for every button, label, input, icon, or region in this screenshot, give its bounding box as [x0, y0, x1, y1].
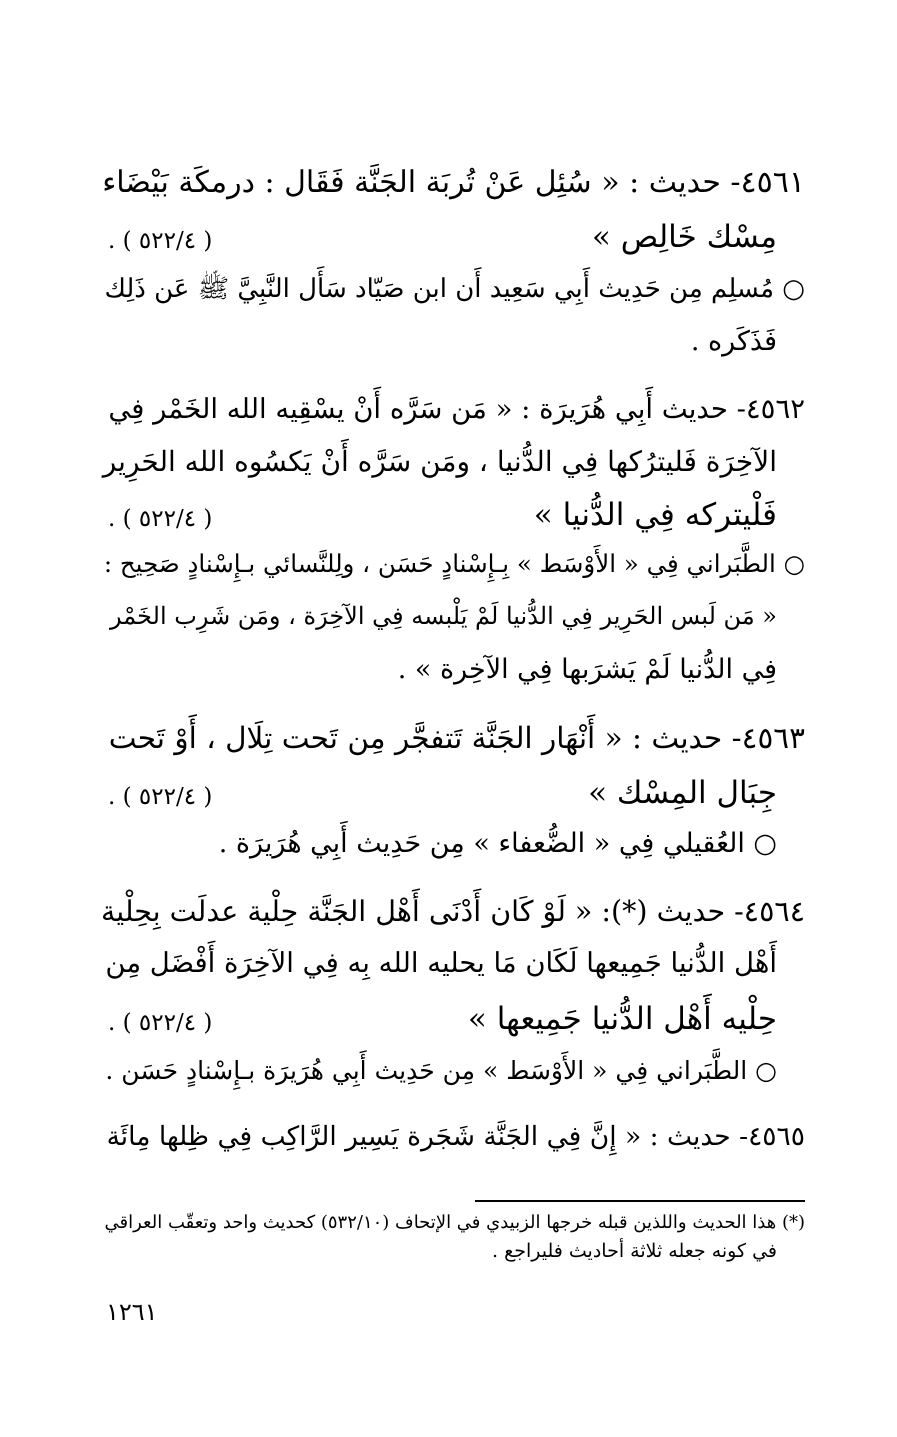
footnote-line-1: (*) هذا الحديث واللذين قبله خرجها الزبيدي في الإتحاف (٥٣٢/١٠) كحديث واحد وتعقّب العراقي [104, 1212, 805, 1233]
footnote-line-2: في كونه جعله ثلاثة أحاديث فليراجع . [492, 1240, 777, 1262]
hadith-4564-line-2: أَهْل الدُّنيا جَمِيعها لَكَان مَا يحليه الله بِه فِي الآخِرَة أَفْضَل مِن [105, 947, 777, 979]
hadith-4564-line-3: حِلْيه أَهْل الدُّنيا جَمِيعها » [467, 1001, 777, 1037]
hadith-4564-reference: ( ٥٢٢/٤ ) . [108, 1010, 213, 1036]
hadith-4563-line-2: جِبَال المِسْك » [588, 775, 777, 811]
hadith-4562-line-3: فَلْيتركه فِي الدُّنيا » [533, 497, 777, 533]
hadith-4563-line-1: ٤٥٦٣- حديث : « أَنْهَار الجَنَّة تَتفجَّر مِن تَحت تِلَال ، أَوْ تَحت [108, 721, 805, 755]
hadith-4564-line-1: ٤٥٦٤- حديث (*): « لَوْ كَان أَدْنَى أَهْل الجَنَّة حِلْية عدلَت بِحِلْية [100, 895, 805, 928]
hadith-4562-note-3: فِي الدُّنيا لَمْ يَشرَبها فِي الآخِرة » . [397, 654, 777, 685]
hadith-4562-reference: ( ٥٢٢/٤ ) . [108, 506, 213, 532]
hadith-4561-line-1: ٤٥٦١- حديث : « سُئِل عَنْ تُربَة الجَنَّة فَقَال : درمكَة بَيْضَاء [102, 165, 805, 200]
hadith-4562-line-2: الآخِرَة فَليترُكها فِي الدُّنيا ، ومَن سَرَّه أَنْ يَكسُوه الله الحَرِير [102, 445, 777, 478]
footnote-separator [475, 1200, 805, 1202]
hadith-4561-line-2: مِسْك خَالِص » [591, 219, 777, 255]
hadith-4564-note-1: ○ الطَّبَراني فِي « الأَوْسَط » مِن حَدِيث أَبِي هُرَيرَة بـإِسْنادٍ حَسَن . [105, 1056, 777, 1085]
hadith-4562-note-1: ○ الطَّبَراني فِي « الأَوْسَط » بِـإِسْنادٍ حَسَن ، ولِلنَّسائي بـإِسْنادٍ صَحِيح : [103, 549, 805, 578]
hadith-4563-reference: ( ٥٢٢/٤ ) . [108, 784, 213, 810]
page-number: ١٢٦١ [106, 1298, 158, 1326]
hadith-4561-note-2: فَذَكَره . [690, 326, 777, 357]
hadith-4561-note-1: ○ مُسلِم مِن حَدِيث أَبِي سَعِيد أَن ابن صَيّاد سَأَل النَّبِيَّ ﷺ عَن ذَلِك [104, 274, 805, 304]
hadith-4563-note-1: ○ العُقيلي فِي « الضُّعفاء » مِن حَدِيث أَبِي هُرَيرَة . [218, 828, 777, 859]
hadith-4565-line-1: ٤٥٦٥- حديث : « إِنَّ فِي الجَنَّة شَجَرة يَسِير الرَّاكِب فِي ظِلها مِائَة [106, 1121, 805, 1152]
hadith-4562-line-1: ٤٥٦٢- حديث أَبِي هُرَيرَة : « مَن سَرَّه أَنْ يسْقِيه الله الخَمْر فِي [108, 393, 805, 425]
hadith-4562-note-2: « مَن لَبس الحَرِير فِي الدُّنيا لَمْ يَلْبسه فِي الآخِرَة ، ومَن شَرِب الخَمْر [110, 602, 777, 630]
hadith-4561-reference: ( ٥٢٢/٤ ) . [108, 228, 213, 254]
